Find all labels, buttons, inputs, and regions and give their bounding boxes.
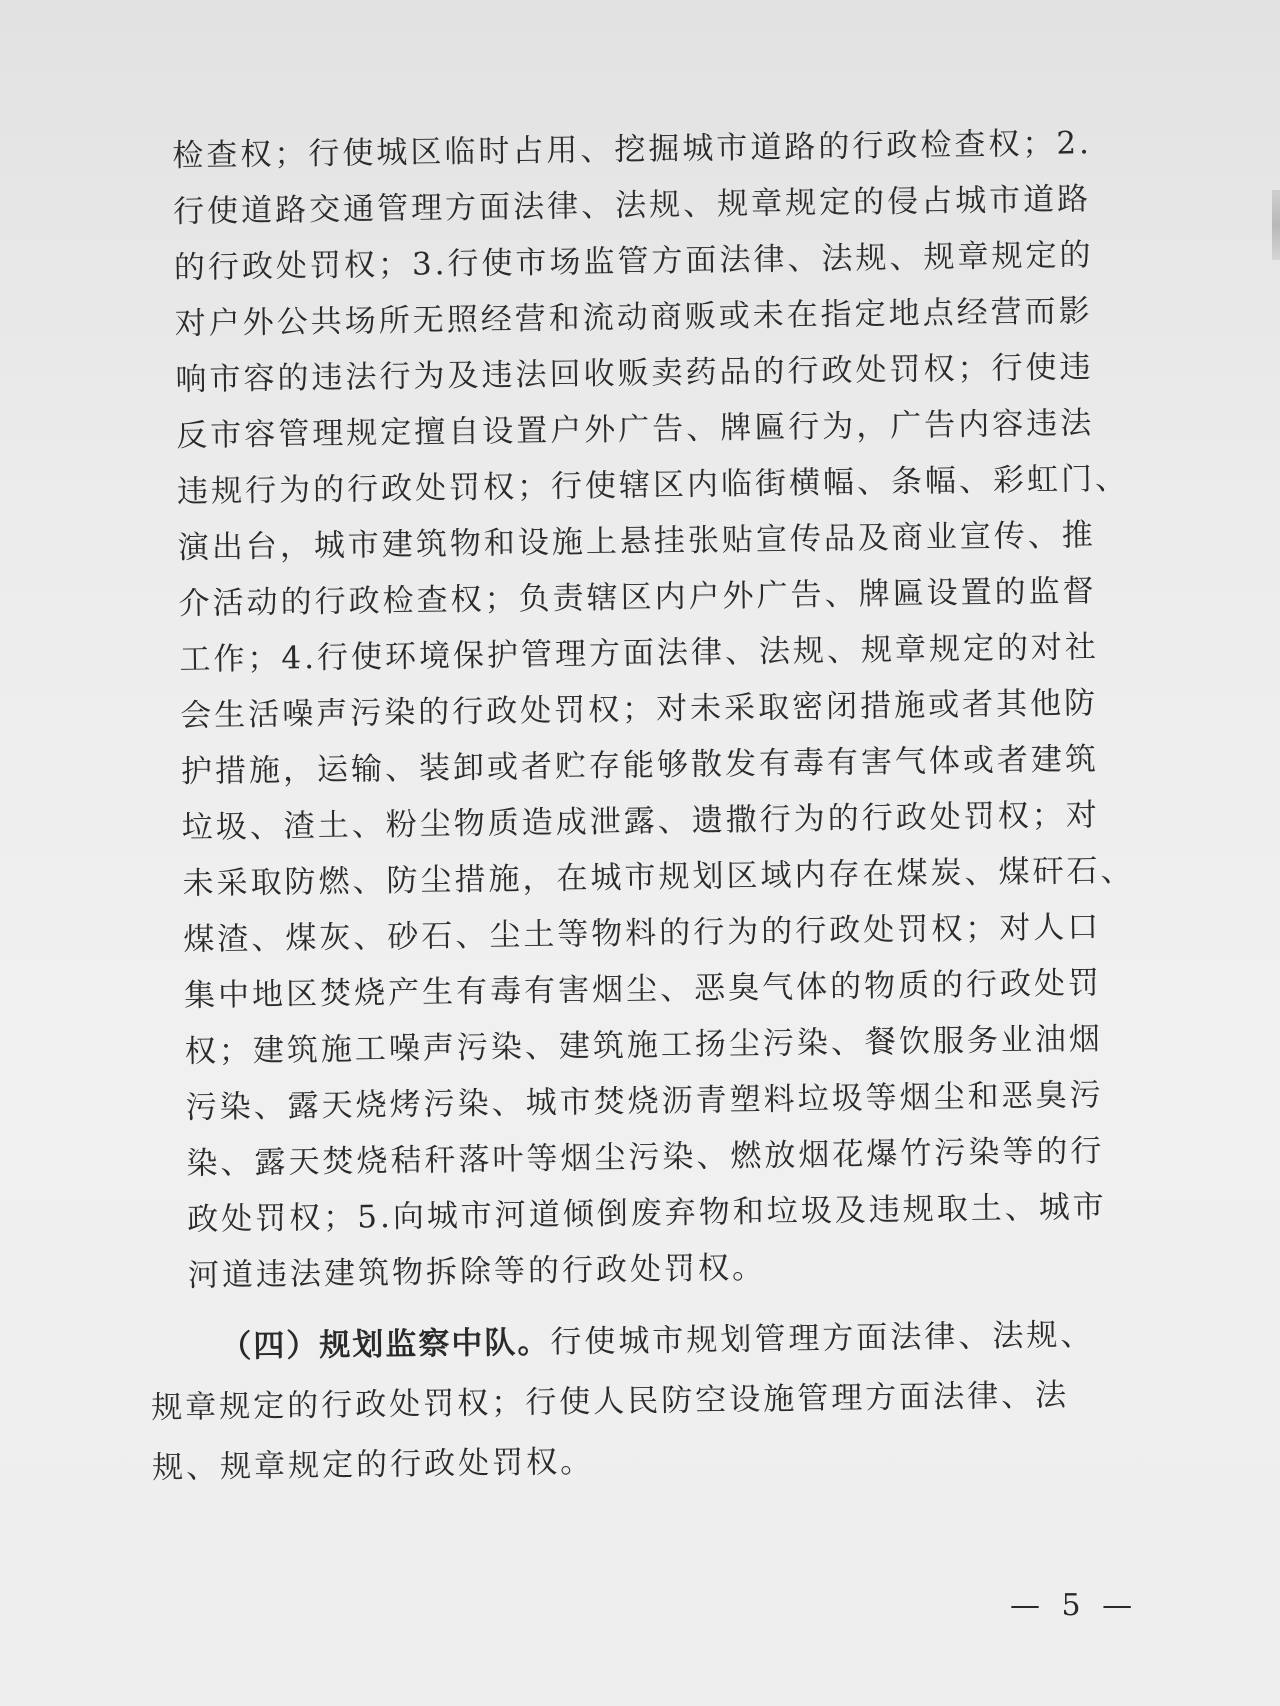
section-heading-rest: 行使城市规划管理方面法律、法规、 bbox=[550, 1316, 1095, 1361]
text-line: 规、规章规定的行政处罚权。 bbox=[151, 1443, 595, 1486]
text-line: 政处罚权；5.向城市河道倾倒废弃物和垃圾及违规取土、城市 bbox=[186, 1189, 1107, 1238]
text-line: 垃圾、渣土、粉尘物质造成泄露、遗撒行为的行政处罚权；对 bbox=[181, 797, 1100, 846]
text-line: 会生活噪声污染的行政处罚权；对未采取密闭措施或者其他防 bbox=[179, 685, 1099, 734]
paragraph-duties-list bbox=[172, 115, 1135, 1304]
text-line: 介活动的行政检查权；负责辖区内户外广告、牌匾设置的监督 bbox=[178, 573, 1097, 622]
text-line: 反市容管理规定擅自设置户外广告、牌匾行为，广告内容违法 bbox=[176, 405, 1095, 454]
text-line: 对户外公共场所无照经营和流动商贩或未在指定地点经营而影 bbox=[174, 293, 1093, 342]
text-line: 违规行为的行政处罚权；行使辖区内临街横幅、条幅、彩虹门、 bbox=[176, 460, 1130, 510]
text-line: 煤渣、煤灰、砂石、尘土等物料的行为的行政处罚权；对人口 bbox=[183, 909, 1102, 958]
text-line: 集中地区焚烧产生有毒有害烟尘、恶臭气体的物质的行政处罚 bbox=[183, 965, 1103, 1014]
text-line: 未采取防燃、防尘措施，在城市规划区域内存在煤炭、煤矸石、 bbox=[182, 852, 1135, 902]
text-line: 权；建筑施工噪声污染、建筑施工扬尘污染、餐饮服务业油烟 bbox=[184, 1021, 1104, 1070]
text-line: 响市容的违法行为及违法回收贩卖药品的行政处罚权；行使违 bbox=[175, 349, 1094, 398]
text-line: 护措施，运输、装卸或者贮存能够散发有毒有害气体或者建筑 bbox=[180, 741, 1100, 790]
page-number: — 5 — bbox=[1010, 1588, 1139, 1623]
text-line: 演出台，城市建筑物和设施上悬挂张贴宣传品及商业宣传、推 bbox=[177, 517, 1097, 566]
text-line: 检查权；行使城区临时占用、挖掘城市道路的行政检查权；2. bbox=[172, 125, 1093, 174]
text-line: 工作；4.行使环境保护管理方面法律、法规、规章规定的对社 bbox=[179, 629, 1100, 678]
text-line: 的行政处罚权；3.行使市场监管方面法律、法规、规章规定的 bbox=[173, 237, 1094, 286]
paragraph-planning-squad bbox=[150, 1305, 1112, 1498]
text-line: 河道违法建筑物拆除等的行政处罚权。 bbox=[187, 1249, 767, 1294]
text-line: 染、露天焚烧秸秆落叶等烟尘污染、燃放烟花爆竹污染等的行 bbox=[186, 1133, 1105, 1182]
text-line: 行使道路交通管理方面法律、法规、规章规定的侵占城市道路 bbox=[172, 181, 1092, 230]
text-line: 规章规定的行政处罚权；行使人民防空设施管理方面法律、法 bbox=[151, 1377, 1070, 1426]
section-heading: （四）规划监察中队。 bbox=[220, 1324, 551, 1366]
text-line: 污染、露天烧烤污染、城市焚烧沥青塑料垃圾等烟尘和恶臭污 bbox=[185, 1077, 1104, 1126]
page-edge-shadow bbox=[1272, 190, 1280, 260]
